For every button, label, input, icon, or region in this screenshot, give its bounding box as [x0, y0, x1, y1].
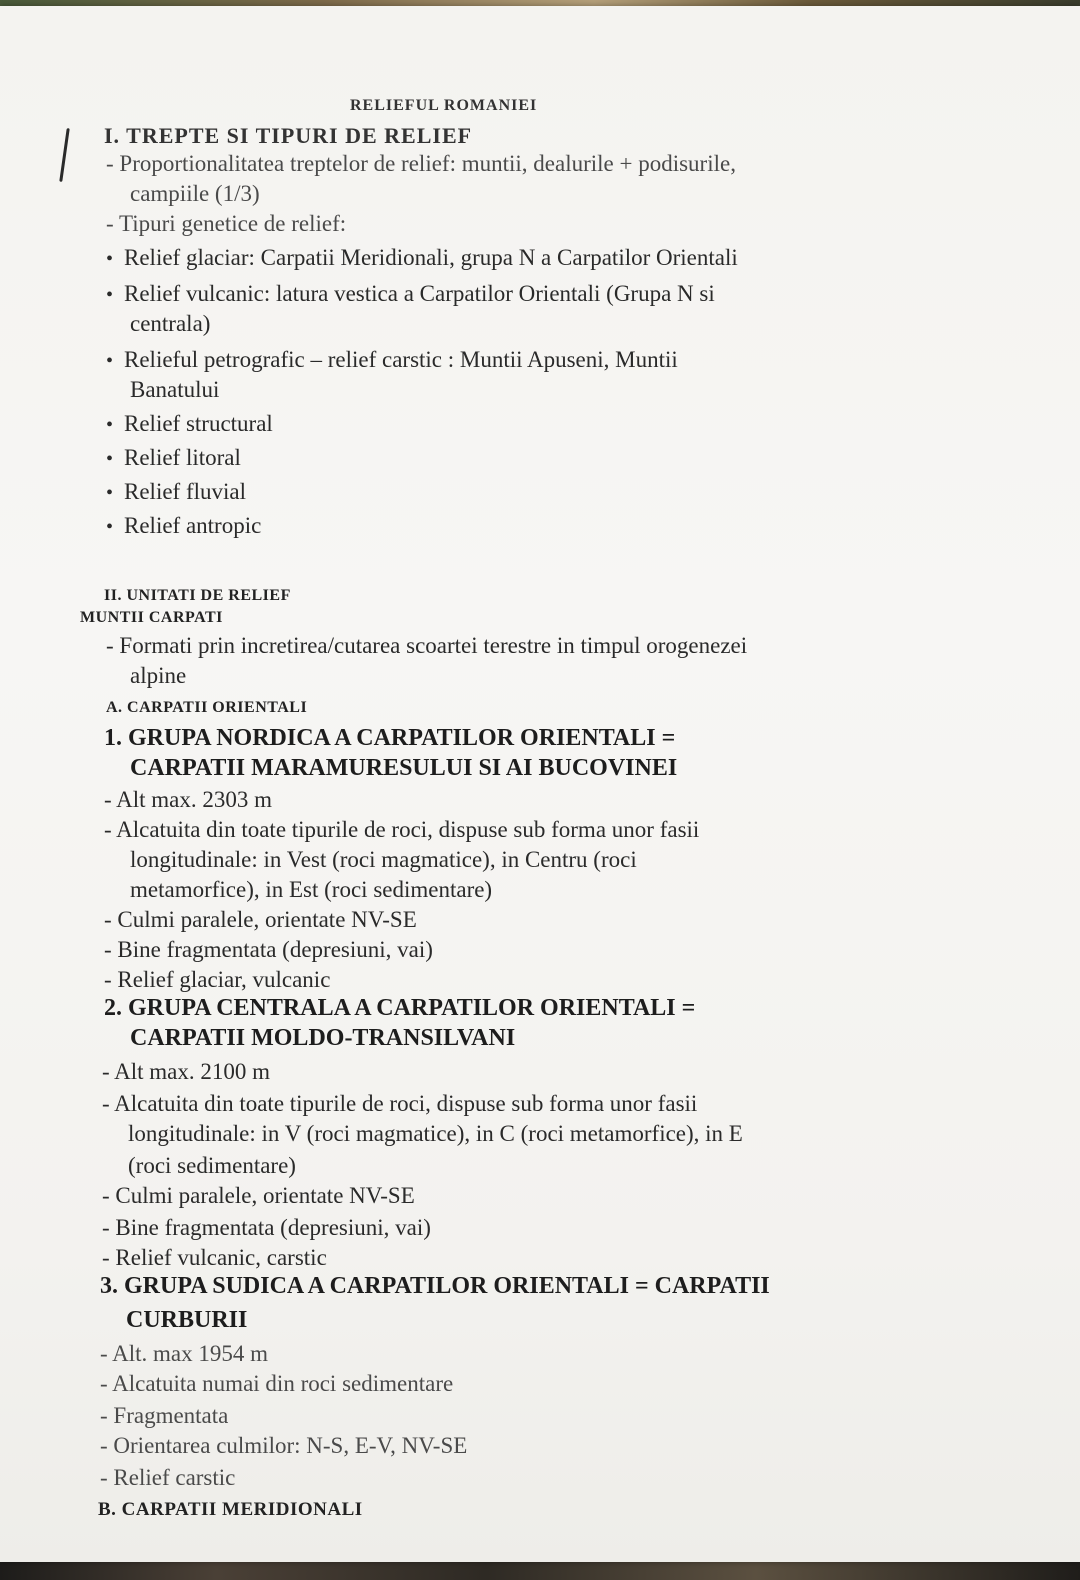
bullet-vulcanic-cont: centrala)	[130, 311, 211, 336]
group3-line1: - Alt. max 1954 m	[100, 1341, 269, 1366]
group3-line3: - Fragmentata	[100, 1403, 229, 1428]
s2-line1: - Formati prin incretirea/cutarea scoartei terestre in timpul orogenezei	[106, 633, 748, 658]
group3-title-2: CURBURII	[126, 1307, 248, 1333]
document-title: RELIEFUL ROMANIEI	[350, 97, 538, 114]
s1-line1b: campiile (1/3)	[130, 181, 260, 206]
group2-line2b: longitudinale: in V (roci magmatice), in C (roci metamorfice), in E	[128, 1121, 743, 1146]
s1-line2: - Tipuri genetice de relief:	[106, 211, 347, 236]
group1-line2c: metamorfice), in Est (roci sedimentare)	[130, 877, 493, 902]
bullet-litoral: • Relief litoral	[106, 444, 241, 473]
group2-line1: - Alt max. 2100 m	[102, 1059, 271, 1084]
bullet-petrografic: • Relieful petrografic – relief carstic : Muntii Apuseni, Muntii	[106, 346, 678, 375]
group1-line5: - Relief glaciar, vulcanic	[104, 967, 331, 992]
group1-title-1: 1. GRUPA NORDICA A CARPATILOR ORIENTALI =	[104, 725, 676, 751]
group3-line2: - Alcatuita numai din roci sedimentare	[100, 1371, 454, 1396]
group1-title-2: CARPATII MARAMURESULUI SI AI BUCOVINEI	[130, 755, 678, 781]
group3-line4: - Orientarea culmilor: N-S, E-V, NV-SE	[100, 1433, 468, 1458]
section2-subheading: MUNTII CARPATI	[80, 609, 223, 626]
bullet-glaciar: • Relief glaciar: Carpatii Meridionali, grupa N a Carpatilor Orientali	[106, 244, 738, 273]
group2-title-1: 2. GRUPA CENTRALA A CARPATILOR ORIENTALI =	[104, 995, 696, 1021]
bullet-vulcanic: • Relief vulcanic: latura vestica a Carpatilor Orientali (Grupa N si	[106, 280, 715, 309]
s2-line1b: alpine	[130, 663, 187, 688]
bullet-antropic: • Relief antropic	[106, 512, 261, 541]
group1-line2: - Alcatuita din toate tipurile de roci, dispuse sub forma unor fasii	[104, 817, 700, 842]
group3-line5: - Relief carstic	[100, 1465, 236, 1490]
section2-heading: II. UNITATI DE RELIEF	[104, 587, 291, 604]
group2-line2c: (roci sedimentare)	[128, 1153, 296, 1178]
part-b-heading: B. CARPATII MERIDIONALI	[98, 1499, 363, 1520]
group2-title-2: CARPATII MOLDO-TRANSILVANI	[130, 1025, 516, 1051]
pen-mark	[59, 128, 69, 182]
bullet-petrografic-cont: Banatului	[130, 377, 220, 402]
bullet-structural: • Relief structural	[106, 410, 273, 439]
bullet-fluvial: • Relief fluvial	[106, 478, 246, 507]
s1-line1: - Proportionalitatea treptelor de relief: muntii, dealurile + podisurile,	[106, 151, 736, 176]
group1-line4: - Bine fragmentata (depresiuni, vai)	[104, 937, 433, 962]
paper-sheet	[0, 6, 1080, 1562]
group1-line1: - Alt max. 2303 m	[104, 787, 273, 812]
group2-line3: - Culmi paralele, orientate NV-SE	[102, 1183, 415, 1208]
group1-line3: - Culmi paralele, orientate NV-SE	[104, 907, 417, 932]
section1-heading: I. TREPTE SI TIPURI DE RELIEF	[104, 123, 473, 148]
group2-line2: - Alcatuita din toate tipurile de roci, dispuse sub forma unor fasii	[102, 1091, 698, 1116]
part-a-heading: A. CARPATII ORIENTALI	[106, 699, 308, 716]
group2-line4: - Bine fragmentata (depresiuni, vai)	[102, 1215, 431, 1240]
group2-line5: - Relief vulcanic, carstic	[102, 1245, 327, 1270]
group1-line2b: longitudinale: in Vest (roci magmatice), in Centru (roci	[130, 847, 637, 872]
group3-title-1: 3. GRUPA SUDICA A CARPATILOR ORIENTALI = CARPATII	[100, 1273, 770, 1299]
